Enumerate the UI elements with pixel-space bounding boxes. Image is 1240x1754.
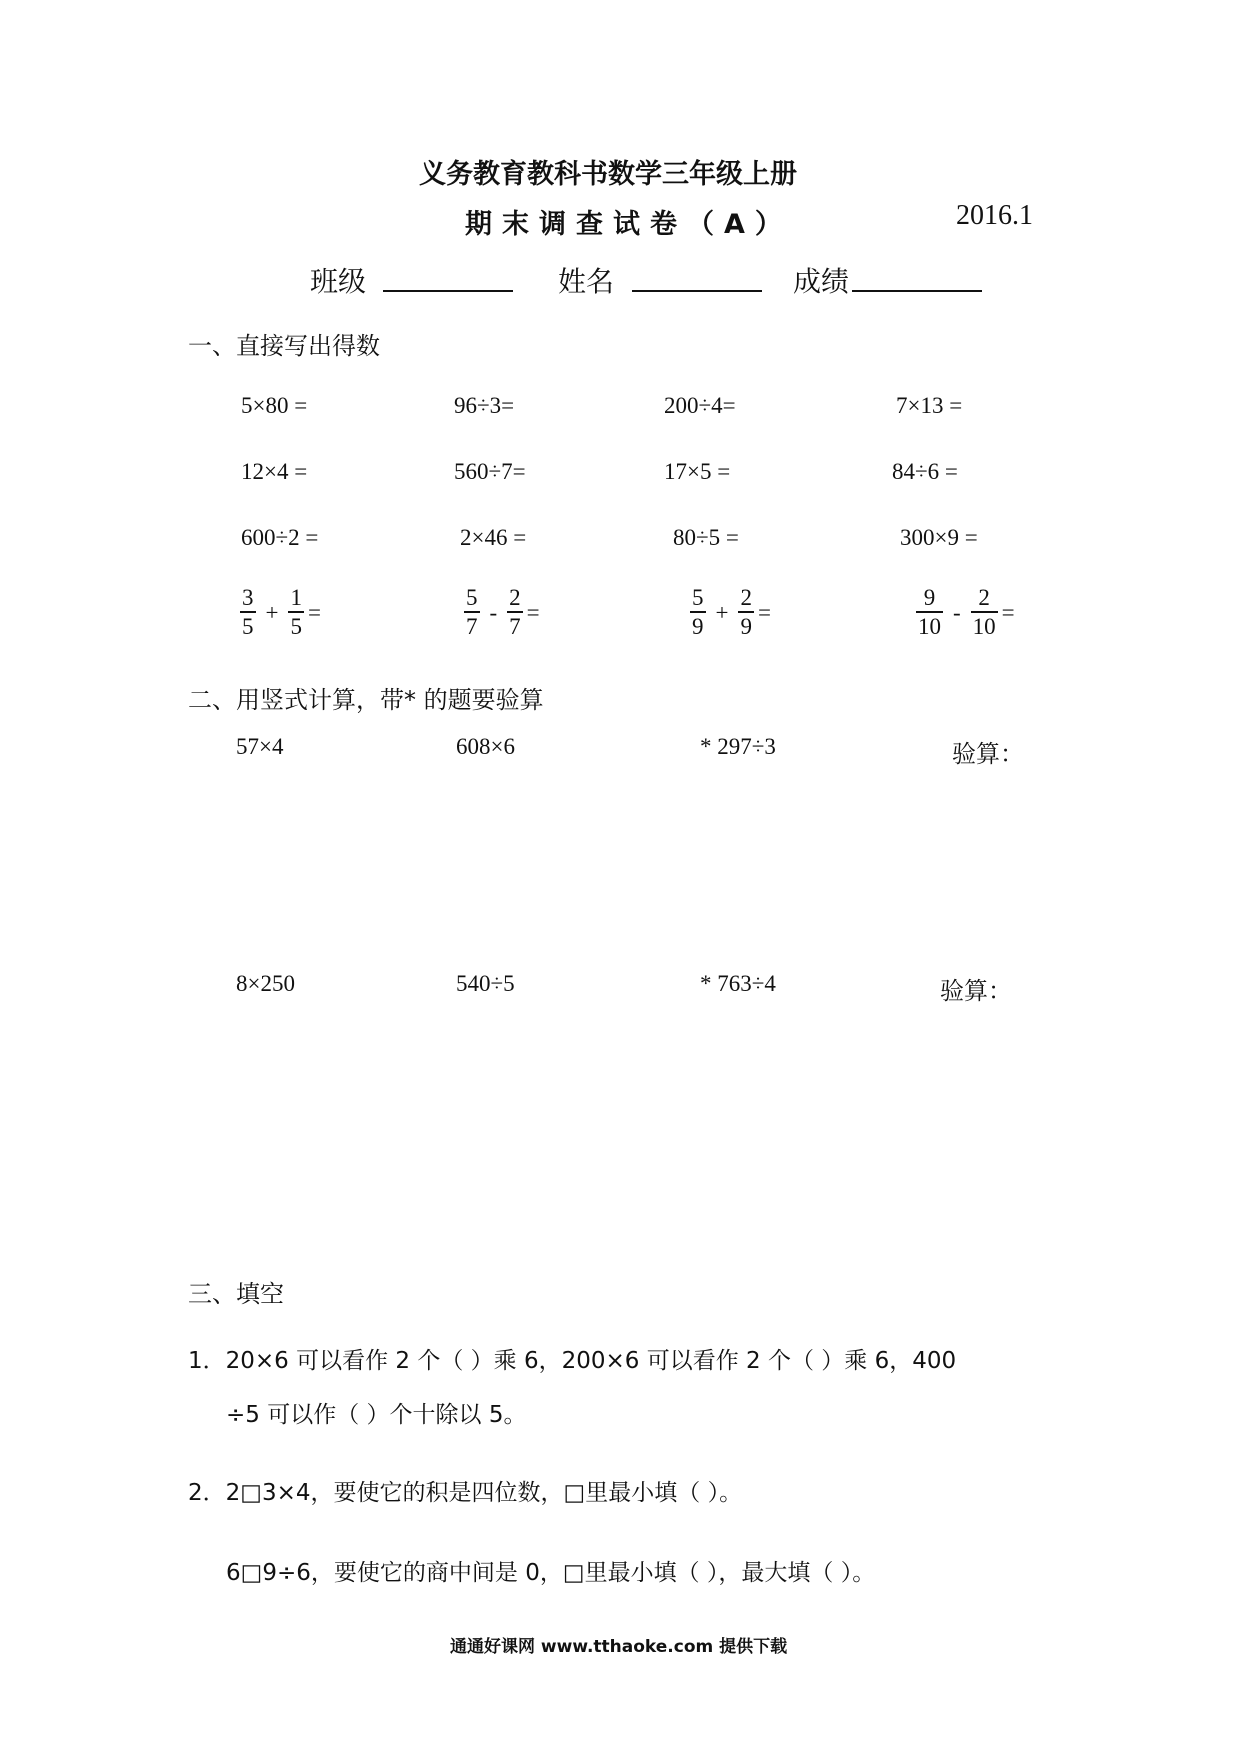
oral-problem: 2×46 = (460, 525, 527, 550)
exam-subtitle: 期末调查试卷（A） (465, 209, 792, 240)
oral-problem: 5×80 = (241, 393, 308, 418)
class-blank[interactable] (383, 284, 513, 292)
oral-problem: 600÷2 = (241, 525, 319, 550)
verify-label: 验算： (952, 740, 1024, 768)
written-problem: 8×250 (236, 971, 295, 996)
fraction: $\frac{2}{7}$ (509, 585, 521, 639)
section2-heading: 二、用竖式计算，带* 的题要验算 (188, 686, 544, 714)
verify-label: 验算： (940, 977, 1012, 1005)
fraction-problem: $\frac{5}{9}$ + $\frac{2}{9}$ = (692, 585, 771, 639)
fraction-problem: $\frac{5}{7}$ - $\frac{2}{7}$ = (466, 585, 540, 639)
section1-heading: 一、直接写出得数 (188, 332, 380, 360)
exam-title: 义务教育教科书数学三年级上册 (419, 159, 797, 190)
written-problem: 540÷5 (456, 971, 515, 996)
written-problem: * 297÷3 (700, 734, 776, 759)
class-label: 班级 (310, 265, 367, 298)
oral-problem: 300×9 = (900, 525, 978, 550)
oral-problem: 96÷3= (454, 393, 515, 418)
oral-problem: 200÷4= (664, 393, 736, 418)
fraction: $\frac{5}{9}$ (692, 585, 704, 639)
fill-question-1: 1．20×6 可以看作 2 个（ ）乘 6，200×6 可以看作 2 个（ ）乘 6，400 (188, 1348, 957, 1374)
exam-date: 2016.1 (956, 200, 1033, 231)
footer-source: 通通好课网 www.tthaoke.com 提供下载 (450, 1637, 788, 1657)
name-blank[interactable] (632, 284, 762, 292)
oral-problem: 80÷5 = (673, 525, 739, 550)
score-label: 成绩 (793, 265, 850, 298)
fraction: $\frac{2}{10}$ (972, 585, 996, 639)
fraction: $\frac{3}{5}$ (242, 585, 254, 639)
fill-question-2-cont: 6□9÷6，要使它的商中间是 0，□里最小填（ ），最大填（ ）。 (226, 1560, 876, 1586)
fraction-problem: $\frac{9}{10}$ - $\frac{2}{10}$ = (918, 585, 1015, 639)
written-problem: * 763÷4 (700, 971, 776, 996)
written-problem: 608×6 (456, 734, 515, 759)
fraction: $\frac{9}{10}$ (918, 585, 941, 639)
oral-problem: 7×13 = (896, 393, 963, 418)
fraction: $\frac{5}{7}$ (466, 585, 478, 639)
oral-problem: 17×5 = (664, 459, 731, 484)
oral-problem: 560÷7= (454, 459, 526, 484)
name-label: 姓名 (558, 265, 615, 298)
score-blank[interactable] (852, 284, 982, 292)
fraction-problem: $\frac{3}{5}$ + $\frac{1}{5}$ = (242, 585, 321, 639)
written-problem: 57×4 (236, 734, 284, 759)
oral-problem: 84÷6 = (892, 459, 958, 484)
fraction: $\frac{1}{5}$ (290, 585, 302, 639)
fill-question-2: 2．2□3×4，要使它的积是四位数，□里最小填（ ）。 (188, 1480, 743, 1506)
fraction: $\frac{2}{9}$ (740, 585, 752, 639)
fill-question-1-cont: ÷5 可以作（ ）个十除以 5。 (226, 1402, 527, 1428)
section3-heading: 三、填空 (188, 1280, 284, 1308)
oral-problem: 12×4 = (241, 459, 308, 484)
